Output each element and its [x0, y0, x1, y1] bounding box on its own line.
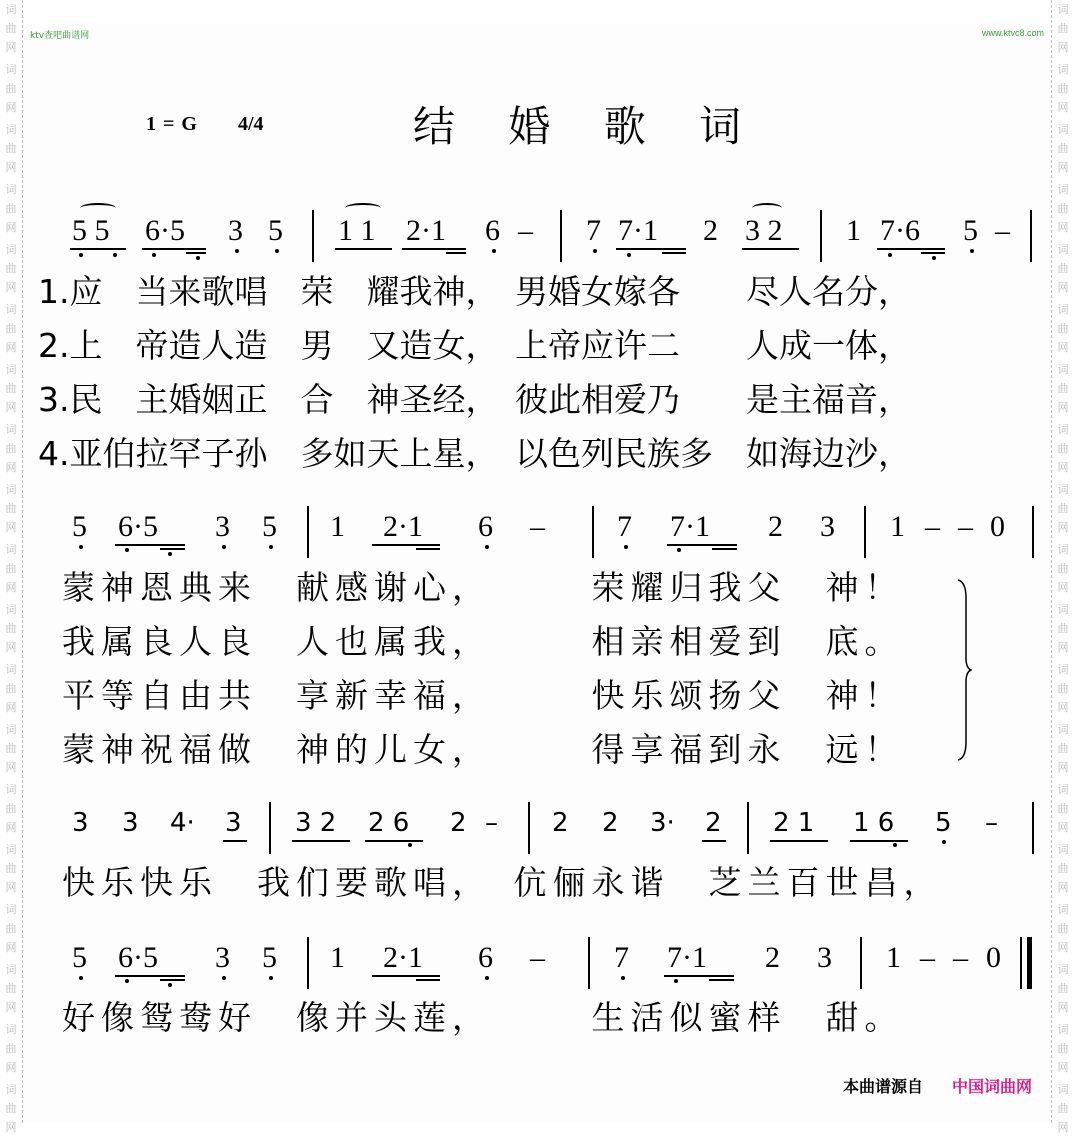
bar-line [1032, 802, 1034, 854]
note-group: 7·1 [618, 214, 658, 247]
low-octave-dot [168, 552, 172, 556]
underline-beam [160, 548, 185, 550]
underline-beam [921, 252, 945, 254]
bar-line [528, 802, 530, 854]
right-watermark-strip [1051, 0, 1074, 1134]
watermark-text: 词 曲 网 [1057, 303, 1069, 354]
note: 3 [122, 808, 139, 838]
underline-beam [667, 544, 737, 546]
low-octave-dot [79, 976, 83, 980]
dash-extension: – [925, 510, 940, 543]
watermark-text: 词 曲 网 [5, 1023, 17, 1074]
note: 3 [817, 941, 832, 974]
note: 5 [72, 941, 87, 974]
note-group: 5 5 [72, 214, 110, 247]
note-group: 3 2 [295, 808, 337, 838]
bar-line [747, 802, 749, 854]
watermark-text: 词 曲 网 [1057, 183, 1069, 234]
underline-beam [616, 248, 686, 250]
note-group: 7·1 [670, 510, 710, 543]
note: 1 [846, 214, 861, 247]
underline-beam [742, 248, 799, 250]
watermark-text: 词 曲 网 [1057, 63, 1069, 114]
bar-line [307, 506, 309, 558]
watermark-text: 词 曲 网 [5, 543, 17, 594]
watermark-text: 词 曲 网 [5, 843, 17, 894]
note-group: 6·5 [145, 214, 185, 247]
note-group: 2 6 [368, 808, 410, 838]
song-title: 结 婚 歌 词 [413, 102, 762, 151]
low-octave-dot [624, 545, 628, 549]
low-octave-dot [168, 983, 172, 987]
note-group: 2·1 [406, 214, 446, 247]
final-bar-line-thick [1027, 937, 1032, 989]
watermark-text: 词 曲 网 [5, 363, 17, 414]
underline-beam [365, 840, 423, 842]
note-group: 6·5 [118, 941, 158, 974]
source-credit-site: 中国词曲网 [952, 1077, 1033, 1096]
underline-beam [850, 840, 908, 842]
rest: 0 [986, 941, 1001, 974]
dash-extension: – [995, 214, 1010, 247]
source-site-url-right: www.ktvc8.com [981, 28, 1044, 38]
underline-beam [702, 840, 726, 842]
watermark-text: 词 曲 网 [1057, 1023, 1069, 1074]
watermark-text: 词 曲 网 [1057, 963, 1069, 1014]
note-group: 2 1 [773, 808, 815, 838]
tie-icon [80, 203, 116, 213]
watermark-text: 词 曲 网 [1057, 543, 1069, 594]
bar-line [269, 802, 271, 854]
low-octave-dot [627, 253, 631, 257]
low-octave-dot [408, 843, 412, 847]
bar-line [592, 506, 594, 558]
watermark-text: 词 曲 网 [5, 183, 17, 234]
time-signature: 4/4 [238, 113, 264, 135]
underline-beam [416, 979, 440, 981]
watermark-text: 词 曲 网 [1057, 483, 1069, 534]
underline-beam [115, 544, 185, 546]
note: 2 [552, 808, 569, 838]
underline-beam [160, 979, 185, 981]
lyric-line-verse-2: 2.上 帝造人造 男 又造女， 上帝应许二 人成一体， [38, 326, 911, 365]
watermark-text: 词 曲 网 [5, 303, 17, 354]
note: 5 [262, 510, 277, 543]
note: 1 [330, 510, 345, 543]
watermark-text: 词 曲 网 [1057, 3, 1069, 54]
watermark-text: 词 曲 网 [1057, 903, 1069, 954]
low-octave-dot [125, 979, 129, 983]
underline-beam [709, 979, 734, 981]
note: 3 [215, 941, 230, 974]
note: 7 [617, 510, 632, 543]
note: 7 [614, 941, 629, 974]
low-octave-dot [79, 545, 83, 549]
watermark-text: 词 曲 网 [1057, 723, 1069, 774]
note: 2 [705, 808, 722, 838]
underline-beam [416, 548, 440, 550]
low-octave-dot [485, 976, 489, 980]
low-octave-dot [222, 976, 226, 980]
watermark-text: 词 曲 网 [1057, 783, 1069, 834]
watermark-text: 词 曲 网 [1057, 123, 1069, 174]
watermark-text: 词 曲 网 [1057, 663, 1069, 714]
watermark-text: 词 曲 网 [5, 723, 17, 774]
lyric-line-refrain-2: 好像鸳鸯好 像并头莲， 生活似蜜样 甜。 [62, 998, 904, 1037]
low-octave-dot [125, 548, 129, 552]
note-group: 2·1 [383, 510, 423, 543]
watermark-text: 词 曲 网 [5, 663, 17, 714]
note-group: 1 6 [853, 808, 895, 838]
dash-extension: – [985, 808, 998, 838]
bar-line [588, 937, 590, 989]
note-dotted: 4· [170, 808, 195, 838]
bar-line [1032, 506, 1034, 558]
underline-beam [142, 248, 206, 250]
note: 2 [450, 808, 467, 838]
bar-line [307, 937, 309, 989]
low-octave-dot [79, 253, 83, 257]
bar-line [560, 210, 562, 262]
underline-beam [223, 840, 247, 842]
right-brace-icon [956, 578, 972, 762]
tie-icon [752, 203, 782, 213]
underline-beam [70, 248, 126, 250]
watermark-text: 词 曲 网 [1057, 363, 1069, 414]
underline-beam [877, 248, 945, 250]
low-octave-dot [275, 249, 279, 253]
watermark-text: 词 曲 网 [1057, 243, 1069, 294]
watermark-text: 词 曲 网 [5, 423, 17, 474]
lyric-line-verse-1: 1.应 当来歌唱 荣 耀我神， 男婚女嫁各 尽人名分， [38, 272, 911, 311]
watermark-text: 词 曲 网 [1057, 603, 1069, 654]
bar-line [1030, 210, 1032, 262]
note: 5 [268, 214, 283, 247]
low-octave-dot [970, 249, 974, 253]
note-dotted: 3· [650, 808, 675, 838]
watermark-text: 词 曲 网 [5, 1083, 17, 1134]
underline-beam [712, 548, 737, 550]
underline-beam [446, 252, 466, 254]
left-watermark-strip [0, 0, 23, 1134]
watermark-text: 词 曲 网 [5, 63, 17, 114]
note: 2 [703, 214, 718, 247]
underline-beam [372, 544, 440, 546]
rest: 0 [990, 510, 1005, 543]
underline-beam [402, 248, 466, 250]
watermark-text: 词 曲 网 [5, 3, 17, 54]
note: 3 [225, 808, 242, 838]
bar-line [312, 210, 314, 262]
final-bar-line-thin [1020, 937, 1022, 989]
low-octave-dot [113, 253, 117, 257]
watermark-text: 词 曲 网 [5, 783, 17, 834]
low-octave-dot [932, 256, 936, 260]
low-octave-dot [235, 249, 239, 253]
watermark-text: 词 曲 网 [1057, 1083, 1069, 1134]
low-octave-dot [485, 545, 489, 549]
bar-line [864, 506, 866, 558]
note: 6 [478, 510, 493, 543]
underline-beam [186, 252, 206, 254]
watermark-text: 词 曲 网 [5, 963, 17, 1014]
dash-extension: – [958, 510, 973, 543]
note: 5 [963, 214, 978, 247]
low-octave-dot [621, 976, 625, 980]
dash-extension: – [920, 941, 935, 974]
note: 3 [72, 808, 89, 838]
note: 3 [820, 510, 835, 543]
note: 2 [765, 941, 780, 974]
dash-extension: – [485, 808, 498, 838]
note-group: 7·1 [667, 941, 707, 974]
note: 2 [768, 510, 783, 543]
lyric-line-verse-4: 4.亚伯拉罕子孙 多如天上星， 以色列民族多 如海边沙， [38, 434, 911, 473]
lyric-line-verse-3: 平等自由共 享新幸福， 快乐颂扬父 神！ [62, 676, 904, 715]
low-octave-dot [269, 545, 273, 549]
note: 1 [330, 941, 345, 974]
low-octave-dot [593, 249, 597, 253]
note: 1 [890, 510, 905, 543]
low-octave-dot [269, 976, 273, 980]
dash-extension: – [518, 214, 533, 247]
note: 5 [262, 941, 277, 974]
lyric-line-refrain-1: 快乐快乐 我们要歌唱， 伉俪永谐 芝兰百世昌， [62, 863, 943, 902]
tie-icon [345, 203, 381, 213]
underline-beam [292, 840, 350, 842]
low-octave-dot [152, 253, 156, 257]
watermark-text: 词 曲 网 [1057, 423, 1069, 474]
lyric-line-verse-1: 蒙神恩典来 献感谢心， 荣耀归我父 神！ [62, 568, 904, 607]
note: 6 [485, 214, 500, 247]
source-site-label-left: ktv查吧曲谱网 [30, 31, 90, 41]
watermark-text: 词 曲 网 [5, 243, 17, 294]
low-octave-dot [222, 545, 226, 549]
note: 3 [215, 510, 230, 543]
underline-beam [662, 252, 686, 254]
watermark-text: 词 曲 网 [5, 603, 17, 654]
low-octave-dot [888, 253, 892, 257]
watermark-text: 词 曲 网 [5, 903, 17, 954]
bar-line [820, 210, 822, 262]
dash-extension: – [530, 941, 545, 974]
note: 5 [72, 510, 87, 543]
note-group: 2·1 [383, 941, 423, 974]
note-group: 3 2 [745, 214, 783, 247]
note: 5 [935, 808, 952, 838]
lyric-line-verse-4: 蒙神祝福做 神的儿女， 得享福到永 远！ [62, 730, 904, 769]
note-group: 1 1 [338, 214, 376, 247]
bar-line [860, 937, 862, 989]
note-group: 7·6 [880, 214, 920, 247]
lyric-line-verse-2: 我属良人良 人也属我， 相亲相爱到 底。 [62, 622, 904, 661]
low-octave-dot [942, 840, 946, 844]
note: 1 [886, 941, 901, 974]
low-octave-dot [674, 979, 678, 983]
watermark-text: 词 曲 网 [5, 483, 17, 534]
note: 7 [586, 214, 601, 247]
dash-extension: – [530, 510, 545, 543]
low-octave-dot [677, 548, 681, 552]
note: 6 [478, 941, 493, 974]
source-credit-label: 本曲谱源自 [843, 1077, 924, 1096]
low-octave-dot [196, 256, 200, 260]
low-octave-dot [492, 249, 496, 253]
underline-beam [335, 248, 392, 250]
note-group: 6·5 [118, 510, 158, 543]
underline-beam [115, 975, 185, 977]
note: 3 [228, 214, 243, 247]
lyric-line-verse-3: 3.民 主婚姻正 合 神圣经， 彼此相爱乃 是主福音， [38, 380, 911, 419]
note: 2 [602, 808, 619, 838]
underline-beam [372, 975, 440, 977]
watermark-text: 词 曲 网 [5, 123, 17, 174]
key-signature: 1 = G [146, 113, 197, 135]
underline-beam [664, 975, 734, 977]
watermark-text: 词 曲 网 [1057, 843, 1069, 894]
low-octave-dot [893, 843, 897, 847]
dash-extension: – [953, 941, 968, 974]
underline-beam [770, 840, 828, 842]
